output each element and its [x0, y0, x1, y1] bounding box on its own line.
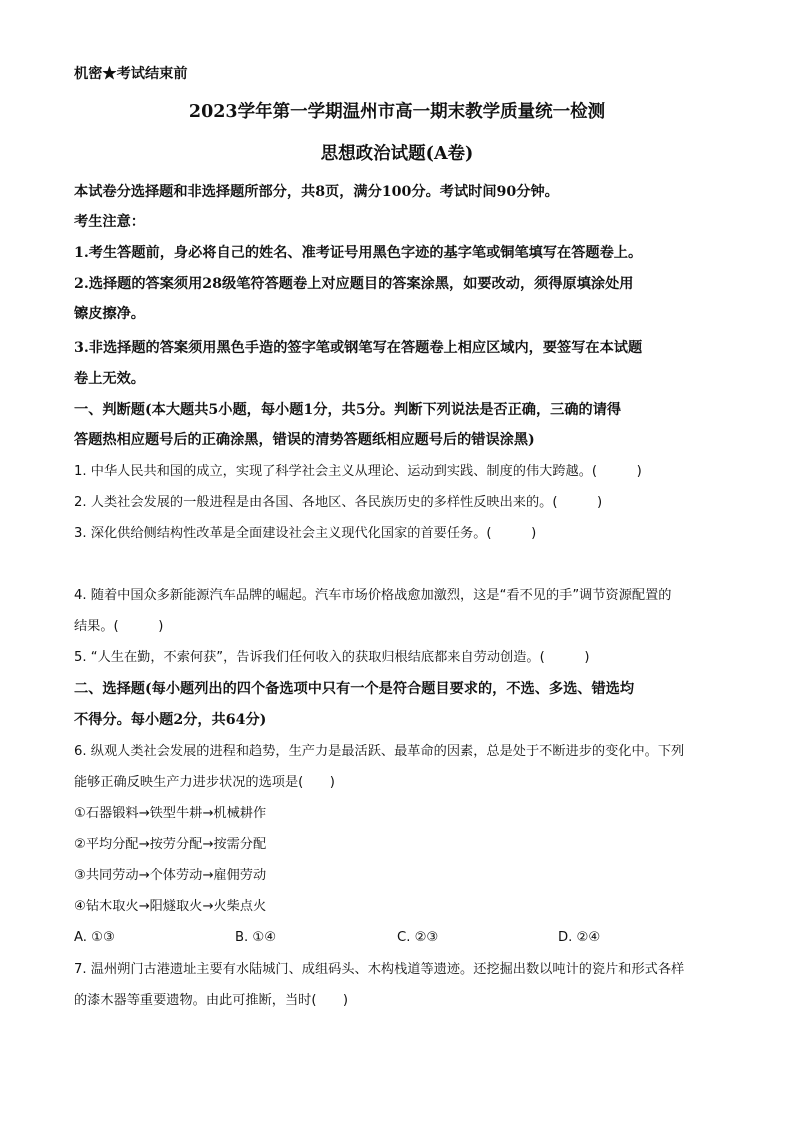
section2-heading-cont: 不得分。每小题2分，共64分) — [74, 712, 267, 728]
notice-item-3-cont: 卷上无效。 — [74, 371, 145, 387]
exam-subtitle: 思想政治试题(A卷) — [320, 144, 474, 164]
question-6-stem: 6. 纵观人类社会发展的进程和趋势，生产力是最活跃、最革命的因素，总是处于不断进步的变化中。下列 — [74, 744, 685, 759]
question-6-item-3: ③共同劳动→个体劳动→雇佣劳动 — [74, 868, 267, 883]
exam-summary: 本试卷分选择题和非选择题所部分，共8页，满分100分。考试时间90分钟。 — [74, 184, 559, 200]
notice-item-3: 3.非选择题的答案须用黑色手造的签字笔或钢笔写在答题卷上相应区域内，要签写在本试题 — [74, 340, 643, 356]
question-6-item-4: ④钻木取火→阳燧取火→火柴点火 — [74, 899, 267, 914]
question-3: 3. 深化供给侧结构性改革是全面建设社会主义现代化国家的首要任务。( ) — [74, 526, 537, 541]
question-6-item-2: ②平均分配→按劳分配→按需分配 — [74, 837, 267, 852]
question-6-option-c: C. ②③ — [397, 930, 439, 945]
question-6-option-a: A. ①③ — [74, 930, 115, 945]
question-1: 1. 中华人民共和国的成立，实现了科学社会主义从理论、运动到实践、制度的伟大跨越。( ) — [74, 464, 642, 479]
section1-heading: 一、判断题(本大题共5小题，每小题1分，共5分。判断下列说法是否正确，三确的请得 — [74, 402, 622, 418]
question-5: 5. “人生在勤，不索何获”，告诉我们任何收入的获取归根结底都来自劳动创造。( ) — [74, 650, 590, 665]
section2-heading: 二、选择题(每小题列出的四个备选项中只有一个是符合题目要求的，不选、多选、错选均 — [74, 681, 635, 697]
notice-heading: 考生注意： — [74, 214, 145, 230]
question-4: 4. 随着中国众多新能源汽车品牌的崛起。汽车市场价格战愈加激烈，这是“看不见的手”调节资源配置的 — [74, 588, 672, 603]
exam-title: 2023学年第一学期温州市高一期末教学质量统一检测 — [188, 102, 606, 122]
section1-heading-cont: 答题热相应题号后的正确涂黑，错误的清势答题纸相应题号后的错误涂黑) — [74, 432, 535, 448]
notice-item-2: 2.选择题的答案须用28级笔符答题卷上对应题目的答案涂黑，如要改动，须得原填涂处用 — [74, 276, 634, 292]
question-6-stem-cont: 能够正确反映生产力进步状况的选项是( ) — [74, 775, 335, 790]
notice-item-1: 1.考生答题前，身必将自己的姓名、准考证号用黑色字迹的基字笔或铜笔填写在答题卷上。 — [74, 245, 643, 261]
question-7-stem: 7. 温州朔门古港遗址主要有水陆城门、成组码头、木构栈道等遗迹。还挖掘出数以吨计的瓷片和形式各样 — [74, 962, 685, 977]
question-4-cont: 结果。( ) — [74, 619, 164, 634]
question-7-stem-cont: 的漆木器等重要遗物。由此可推断，当时( ) — [74, 993, 349, 1008]
question-6-option-b: B. ①④ — [235, 930, 277, 945]
question-6-option-d: D. ②④ — [558, 930, 601, 945]
confidential-label: 机密★考试结束前 — [74, 66, 188, 82]
question-6-item-1: ①石器锻料→铁型牛耕→机械耕作 — [74, 806, 267, 821]
notice-item-2-cont: 镲皮擦净。 — [74, 306, 145, 322]
question-2: 2. 人类社会发展的一般进程是由各国、各地区、各民族历史的多样性反映出来的。( ) — [74, 495, 603, 510]
